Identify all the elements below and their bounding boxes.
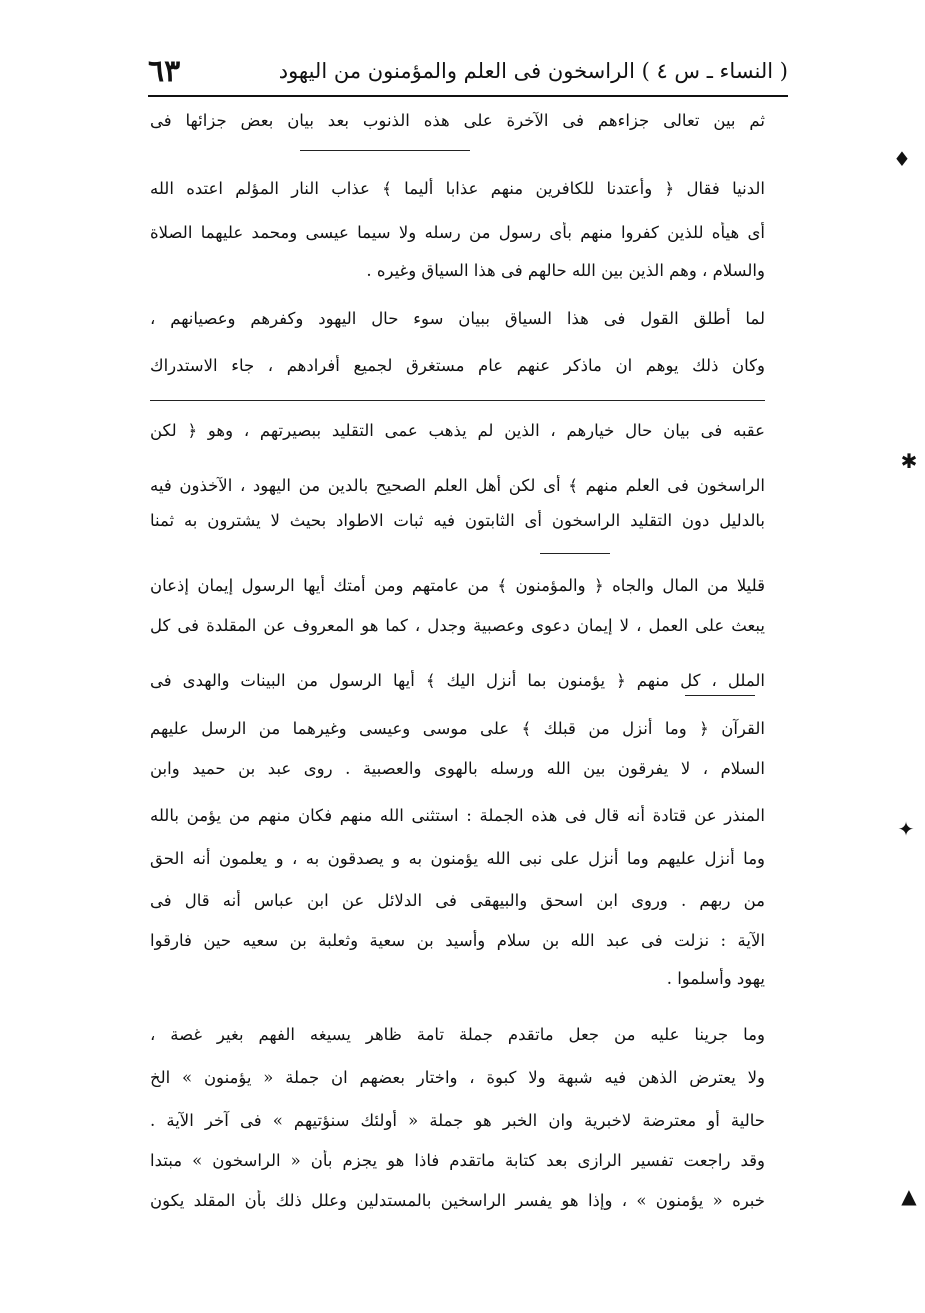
text-line: الدنيا فقال ﴿ وأعتدنا للكافرين منهم عذابا أليما ﴾ عذاب النار المؤلم اعتده الله <box>150 179 765 198</box>
running-title: ( النساء ـ س ٤ ) الراسخون فى العلم والمؤمنون من اليهود <box>278 59 788 83</box>
header-rule <box>148 95 788 97</box>
text-line: لما أطلق القول فى هذا السياق ببيان سوء حال اليهود وكفرهم وعصيانهم ، <box>150 309 765 328</box>
text-line: يهود وأسلموا . <box>666 969 765 988</box>
text-line: الآية : نزلت فى عبد الله بن سلام وأسيد بن سعية وثعلبة بن سعيه حين فارقوا <box>150 931 765 950</box>
margin-mark-icon: ♦ <box>893 147 911 171</box>
text-line: عقبه فى بيان حال خيارهم ، الذين لم يذهب عمى التقليد ببصيرتهم ، وهو ﴿ لكن <box>150 421 765 440</box>
text-line: من ربهم . وروى ابن اسحق والبيهقى فى الدلائل عن ابن عباس أنه قال فى <box>150 891 765 910</box>
underline-rule <box>300 150 470 151</box>
text-line: ولا يعترض الذهن فيه شبهة ولا كبوة ، واختار بعضهم ان جملة « يؤمنون » الخ <box>150 1068 765 1087</box>
margin-mark-icon: ✱ <box>900 449 918 473</box>
text-line: قليلا من المال والجاه ﴿ والمؤمنون ﴾ من عامتهم ومن أمتك أيها الرسول إيمان إذعان <box>150 576 765 595</box>
margin-mark-icon: ▲ <box>901 1184 917 1208</box>
text-line: وما أنزل عليهم وما أنزل على نبى الله يؤمنون به و يصدقون به ، و يعلمون أنه الحق <box>150 849 765 868</box>
text-line: أى هيأه للذين كفروا منهم بأى رسول من رسله ولا سيما عيسى ومحمد عليهما الصلاة <box>150 223 765 242</box>
text-line: وما جرينا عليه من جعل ماتقدم جملة تامة ظاهر يسيغه الفهم بغير غصة ، <box>150 1025 765 1044</box>
text-line: يبعث على العمل ، لا إيمان دعوى وعصبية وجدل ، كما هو المعروف عن المقلدة فى كل <box>150 616 765 635</box>
underline-rule <box>540 553 610 554</box>
text-line: الملل ، كل منهم ﴿ يؤمنون بما أنزل اليك ﴾ أيها الرسول من البينات والهدى فى <box>150 671 765 690</box>
text-line: المنذر عن قتادة أنه قال فى هذه الجملة : استثنى الله منهم فكان منهم من يؤمن بالله <box>150 806 765 825</box>
text-line: الراسخون فى العلم منهم ﴾ أى لكن أهل العلم الصحيح بالدين من اليهود ، الآخذون فيه <box>150 476 765 495</box>
page-header <box>148 50 788 92</box>
underline-rule <box>150 400 765 401</box>
text-line: والسلام ، وهم الذين بين الله حالهم فى هذا السياق وغيره . <box>366 261 765 280</box>
text-line: القرآن ﴿ وما أنزل من قبلك ﴾ على موسى وعيسى وغيرهما من الرسل عليهم <box>150 719 765 738</box>
text-line: ثم بين تعالى جزاءهم فى الآخرة على هذه الذنوب بعد بيان بعض جزائها فى <box>150 111 765 130</box>
text-line: خبره « يؤمنون » ، وإذا هو يفسر الراسخين بالمستدلين وعلل ذلك بأن المقلد يكون <box>150 1191 765 1210</box>
margin-mark-icon: ✦ <box>897 817 915 841</box>
underline-rule <box>685 695 755 696</box>
text-line: السلام ، لا يفرقون بين الله ورسله بالهوى والعصبية . روى عبد بن حميد وابن <box>150 759 765 778</box>
text-line: وكان ذلك يوهم ان ماذكر عنهم عام مستغرق لجميع أفرادهم ، جاء الاستدراك <box>150 356 765 375</box>
text-line: وقد راجعت تفسير الرازى بعد كتابة ماتقدم فاذا هو يجزم بأن « الراسخون » مبتدا <box>150 1151 765 1170</box>
text-line: بالدليل دون التقليد الراسخون أى الثابتون فيه ثبات الاطواد بحيث لا يشترون به ثمنا <box>150 511 765 530</box>
page-number: ٦٣ <box>148 53 181 89</box>
text-line: حالية أو معترضة لاخبرية وان الخبر هو جملة « أولئك سنؤتيهم » فى آخر الآية . <box>150 1111 765 1130</box>
